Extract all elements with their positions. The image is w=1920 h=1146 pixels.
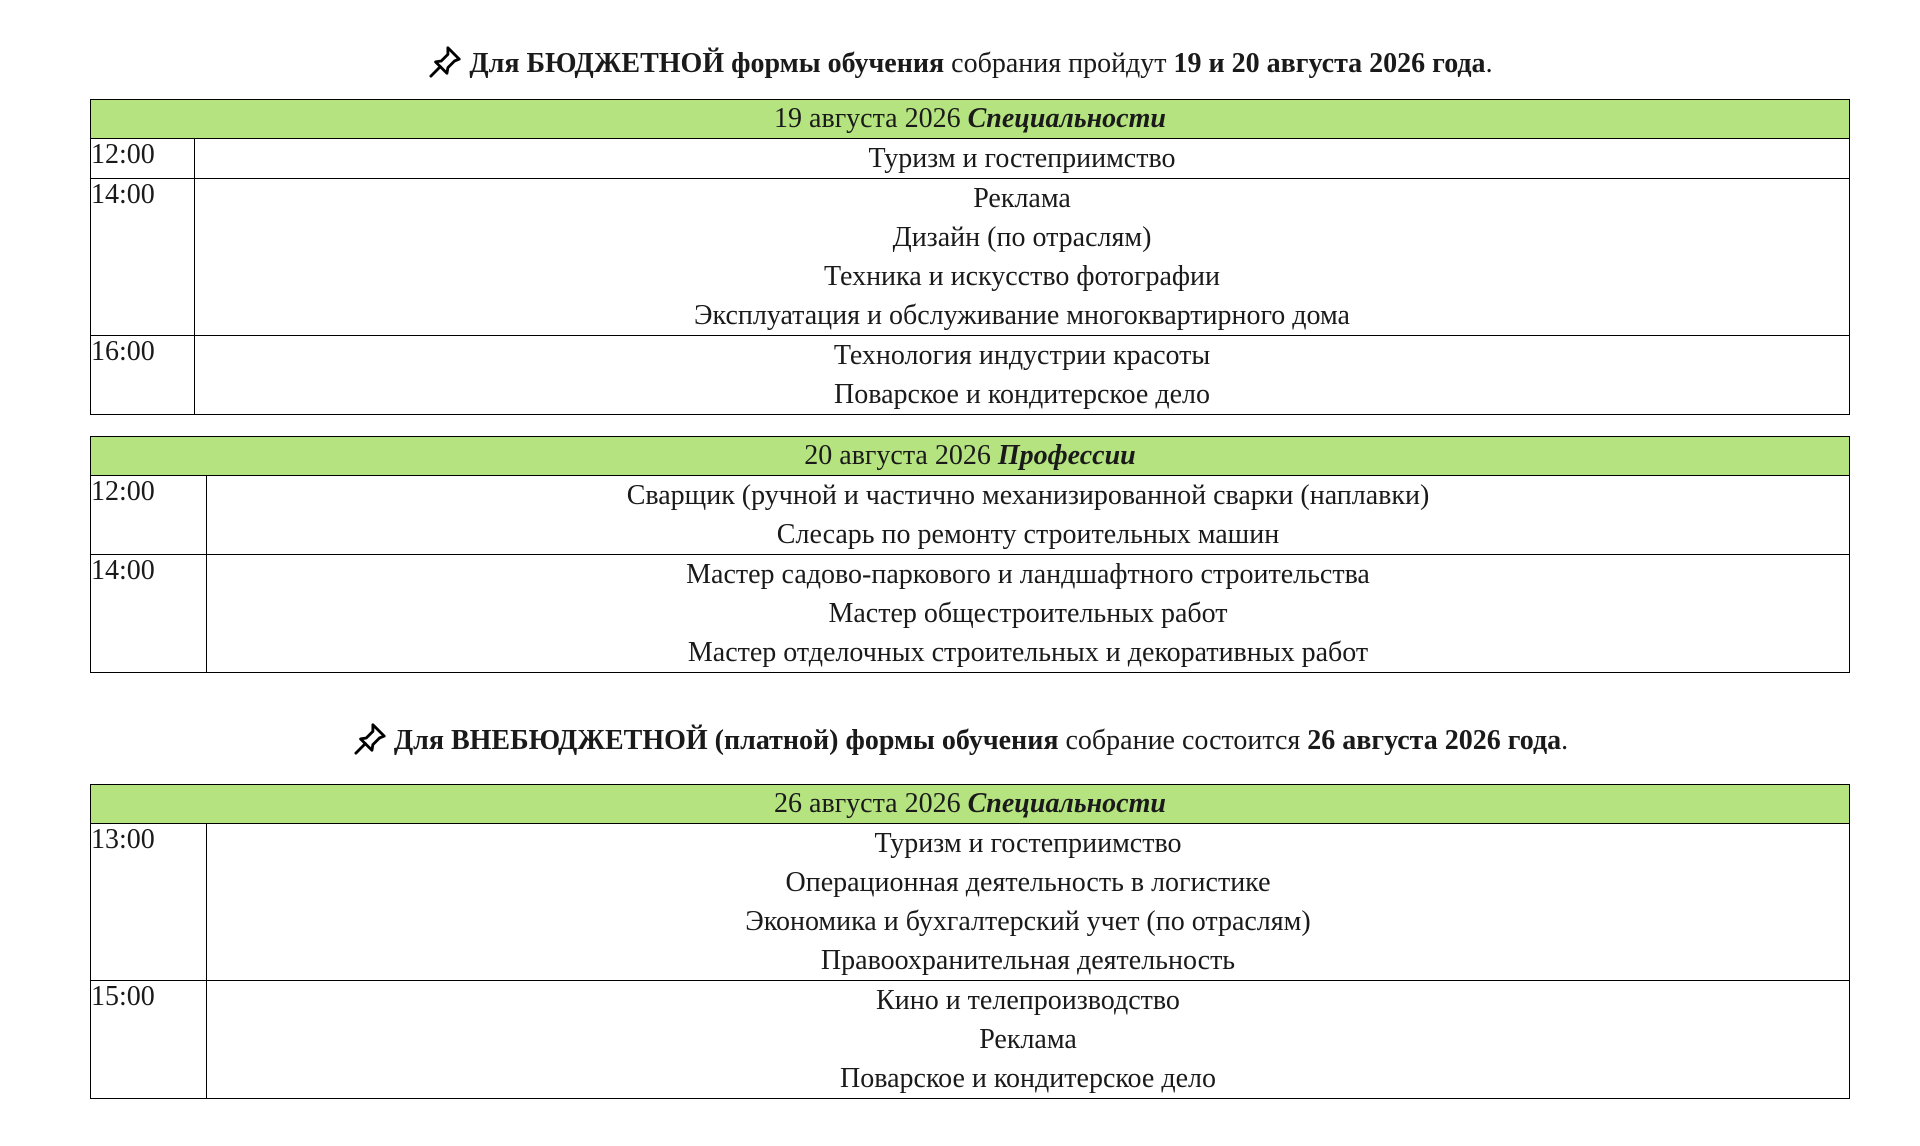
schedule-table-aug26 — [90, 784, 1850, 1099]
items-cell — [207, 981, 1850, 1099]
table-row — [91, 179, 1850, 336]
list-item: Технология индустрии красоты — [833, 340, 1211, 371]
list-item: Поварское и кондитерское дело — [840, 1063, 1216, 1094]
table-row — [91, 824, 1850, 981]
items-cell — [207, 824, 1850, 981]
paid-heading-pre: Для ВНЕБЮДЖЕТНОЙ (платной) формы обучения — [393, 725, 1059, 756]
schedule-table-aug19 — [90, 99, 1850, 415]
list-item: Реклама — [979, 1024, 1077, 1055]
table-row — [91, 336, 1850, 415]
list-item: Правоохранительная деятельность — [820, 945, 1236, 976]
time-cell: 14:00 — [91, 555, 207, 673]
day-header: 26 августа 2026 Специальности — [91, 785, 1850, 824]
budget-heading: Для БЮДЖЕТНОЙ формы обучения собрания пройдут 19 и 20 августа 2026 года. — [0, 44, 1920, 82]
list-item: Мастер отделочных строительных и декоративных работ — [687, 637, 1369, 668]
time-cell: 14:00 — [91, 179, 195, 336]
time-cell: 16:00 — [91, 336, 195, 415]
time-cell: 15:00 — [91, 981, 207, 1099]
list-item: Поварское и кондитерское дело — [834, 379, 1210, 410]
items-cell — [195, 336, 1850, 415]
list-item: Кино и телепроизводство — [876, 985, 1180, 1016]
table-row — [91, 476, 1850, 555]
time-cell: 13:00 — [91, 824, 207, 981]
list-item: Техника и искусство фотографии — [823, 261, 1221, 292]
list-item: Операционная деятельность в логистике — [785, 867, 1271, 898]
list-item: Реклама — [973, 183, 1071, 214]
list-item: Слесарь по ремонту строительных машин — [776, 519, 1280, 550]
list-item: Экономика и бухгалтерский учет (по отраслям) — [745, 906, 1311, 937]
day-header: 19 августа 2026 Специальности — [91, 100, 1850, 139]
paid-heading-date: 26 августа 2026 года — [1307, 725, 1562, 756]
items-cell — [207, 476, 1850, 555]
budget-heading-pre: Для БЮДЖЕТНОЙ формы обучения — [469, 48, 945, 79]
list-item: Мастер общестроительных работ — [828, 598, 1228, 629]
list-item: Мастер садово-паркового и ландшафтного строительства — [686, 559, 1370, 590]
list-item: Дизайн (по отраслям) — [892, 222, 1152, 253]
table-row — [91, 555, 1850, 673]
budget-heading-dates: 19 и 20 августа 2026 года — [1173, 48, 1486, 79]
time-cell: 12:00 — [91, 476, 207, 555]
day-header: 20 августа 2026 Профессии — [91, 437, 1850, 476]
items-cell — [195, 179, 1850, 336]
pushpin-icon — [427, 44, 465, 78]
pushpin-icon — [352, 721, 390, 755]
items-cell — [195, 139, 1850, 179]
list-item: Эксплуатация и обслуживание многоквартирного дома — [694, 300, 1350, 331]
budget-heading-mid: собрания пройдут — [944, 48, 1174, 79]
list-item: Туризм и гостеприимство — [874, 828, 1182, 859]
table-row — [91, 981, 1850, 1099]
time-cell: 12:00 — [91, 139, 195, 179]
items-cell — [207, 555, 1850, 673]
paid-heading-mid: собрание состоится — [1058, 725, 1308, 756]
schedule-table-aug20 — [90, 436, 1850, 673]
list-item: Туризм и гостеприимство — [868, 143, 1176, 174]
paid-heading: Для ВНЕБЮДЖЕТНОЙ (платной) формы обучения собрание состоится 26 августа 2026 года. — [0, 721, 1920, 759]
list-item: Сварщик (ручной и частично механизированной сварки (наплавки) — [626, 480, 1430, 511]
table-row — [91, 139, 1850, 179]
